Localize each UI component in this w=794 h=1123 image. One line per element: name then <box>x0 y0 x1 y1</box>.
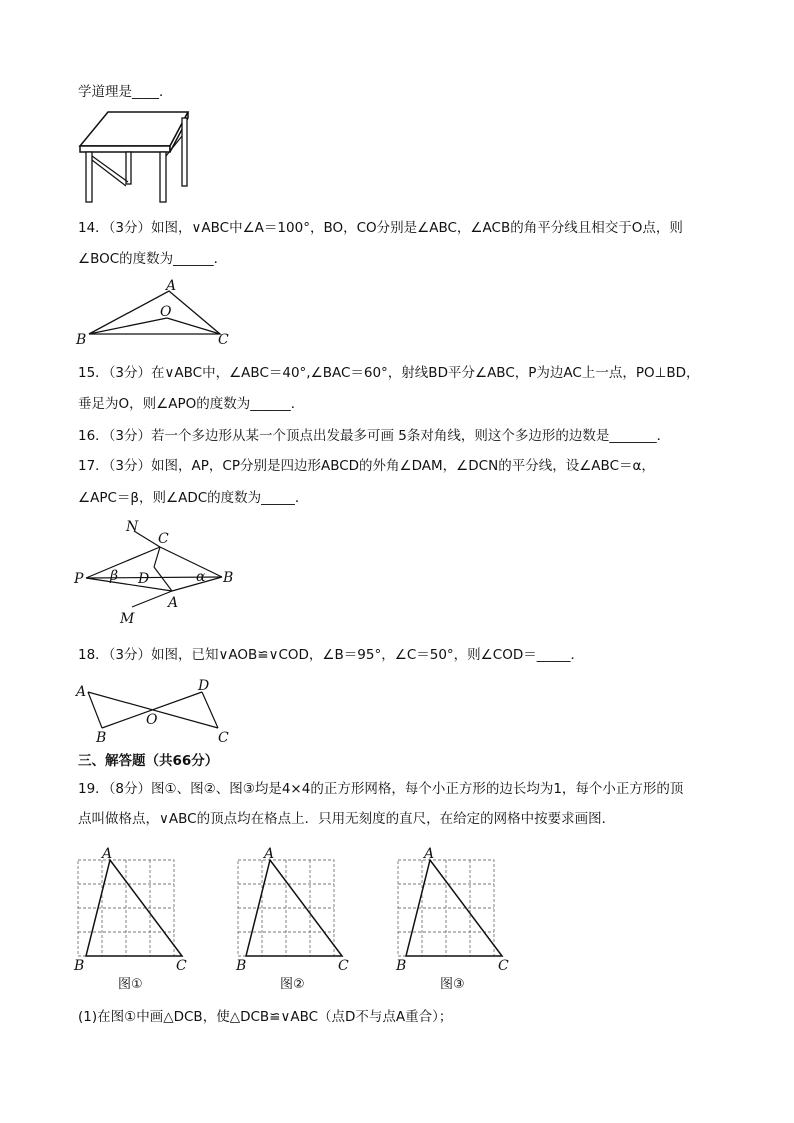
q15-line1: 15．（3分）在∨ABC中，∠ABC＝40°,∠BAC＝60°，射线BD平分∠ABC，P为边AC上一点，PO⊥BD， <box>78 365 700 381</box>
q18-label-a: A <box>76 684 87 700</box>
grid-2-label-c: C <box>338 958 349 974</box>
q18-figure <box>72 674 232 744</box>
grid-1-caption: 图① <box>118 977 143 992</box>
q19-line2: 点叫做格点，∨ABC的顶点均在格点上．只用无刻度的直尺，在给定的网格中按要求画图． <box>78 811 616 827</box>
q18-line1: 18．（3分）如图，已知∨AOB≌∨COD，∠B＝95°，∠C＝50°，则∠COD＝_____． <box>78 647 584 663</box>
section-title: 三、解答题（共66分） <box>78 753 219 769</box>
table-figure <box>76 108 194 206</box>
q17-label-p: P <box>74 571 84 587</box>
q14-label-a: A <box>166 278 177 294</box>
q14-figure <box>72 278 242 348</box>
grid-3-label-c: C <box>498 958 509 974</box>
grid-2-label-b: B <box>236 958 247 974</box>
grid-3-label-a: A <box>424 846 435 862</box>
q19-line1: 19．（8分）图①、图②、图③均是4×4的正方形网格，每个小正方形的边长均为1，每个小正方形的顶 <box>78 781 684 797</box>
grid-1-label-b: B <box>74 958 85 974</box>
grid-3 <box>398 860 502 956</box>
grid-2-label-a: A <box>264 846 275 862</box>
q14-line1: 14．（3分）如图，∨ABC中∠A＝100°，BO，CO分别是∠ABC，∠ACB的角平分线且相交于O点，则 <box>78 220 683 236</box>
q14-line2: ∠BOC的度数为______． <box>78 251 228 267</box>
q16-line1: 16．（3分）若一个多边形从某一个顶点出发最多可画 5条对角线，则这个多边形的边数是_______． <box>78 428 671 444</box>
q17-label-n: N <box>126 519 139 535</box>
q14-label-b: B <box>76 332 87 348</box>
grid-1-label-c: C <box>176 958 187 974</box>
q18-label-b: B <box>96 730 107 744</box>
q17-label-c: C <box>158 531 169 547</box>
q18-label-c: C <box>218 730 229 744</box>
grid-1 <box>78 860 182 956</box>
q17-label-a: A <box>168 595 179 611</box>
grid-3-label-b: B <box>396 958 407 974</box>
q17-label-b: B <box>223 570 234 586</box>
q17-label-alpha: α <box>196 569 206 585</box>
q19-part1: (1)在图①中画△DCB，使△DCB≌∨ABC（点D不与点A重合）； <box>78 1009 453 1025</box>
q14-label-c: C <box>218 332 229 348</box>
q17-line1: 17．（3分）如图，AP，CP分别是四边形ABCD的外角∠DAM，∠DCN的平分线，设∠ABC＝α， <box>78 458 655 474</box>
q17-label-d: D <box>138 571 150 587</box>
q17-label-m: M <box>120 611 135 627</box>
q17-figure <box>72 515 242 630</box>
q17-label-beta: β <box>110 568 119 584</box>
q18-label-o: O <box>146 712 158 728</box>
q18-label-d: D <box>198 678 210 694</box>
grid-1-label-a: A <box>102 846 113 862</box>
q15-line2: 垂足为O，则∠APO的度数为______． <box>78 396 305 412</box>
grid-2 <box>238 860 342 956</box>
q14-label-o: O <box>160 304 172 320</box>
q19-grids <box>72 842 532 994</box>
grid-2-caption: 图② <box>280 977 305 992</box>
q17-line2: ∠APC＝β，则∠ADC的度数为_____． <box>78 490 309 506</box>
grid-3-caption: 图③ <box>440 977 465 992</box>
q13-text: 学道理是____． <box>78 84 173 100</box>
